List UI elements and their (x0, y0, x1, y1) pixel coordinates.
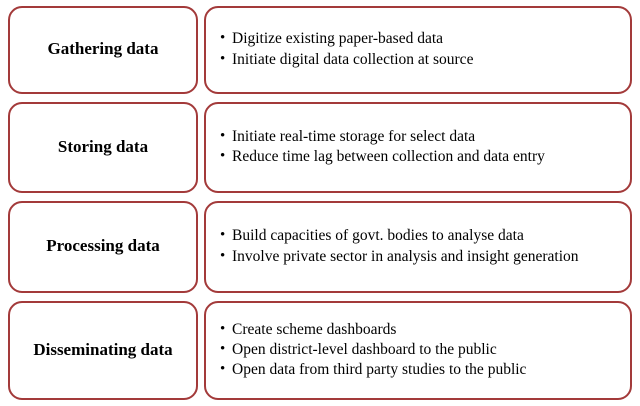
stage-label-box-gathering-data (8, 6, 198, 94)
bullet-item: • Initiate real-time storage for select data (220, 127, 620, 146)
bullet-list (220, 226, 620, 267)
bullet-item: • Reduce time lag between collection and data entry (220, 147, 620, 166)
diagram-row (8, 301, 632, 400)
bullet-item: • Open district-level dashboard to the public (220, 340, 620, 359)
stage-label-box-processing-data (8, 201, 198, 293)
bullet-item: • Initiate digital data collection at source (220, 50, 620, 69)
stage-content-box-disseminating-data (204, 301, 632, 400)
stage-label-box-disseminating-data (8, 301, 198, 400)
stage-content-box-gathering-data (204, 6, 632, 94)
bullet-list (220, 29, 620, 70)
stage-label: Processing data (46, 236, 160, 256)
stage-content-box-processing-data (204, 201, 632, 293)
bullet-item: • Digitize existing paper-based data (220, 29, 620, 48)
stage-content-box-storing-data (204, 102, 632, 194)
diagram-row (8, 102, 632, 194)
diagram-row (8, 6, 632, 94)
bullet-list (220, 127, 620, 168)
bullet-list (220, 320, 620, 381)
stage-label: Disseminating data (33, 339, 173, 359)
stage-label-box-storing-data (8, 102, 198, 194)
diagram-row (8, 201, 632, 293)
bullet-item: • Create scheme dashboards (220, 320, 620, 339)
bullet-item: • Open data from third party studies to the public (220, 360, 620, 379)
bullet-item: • Involve private sector in analysis and insight generation (220, 247, 620, 266)
bullet-item: • Build capacities of govt. bodies to analyse data (220, 226, 620, 245)
stage-label: Gathering data (47, 39, 159, 59)
stage-label: Storing data (57, 136, 149, 156)
